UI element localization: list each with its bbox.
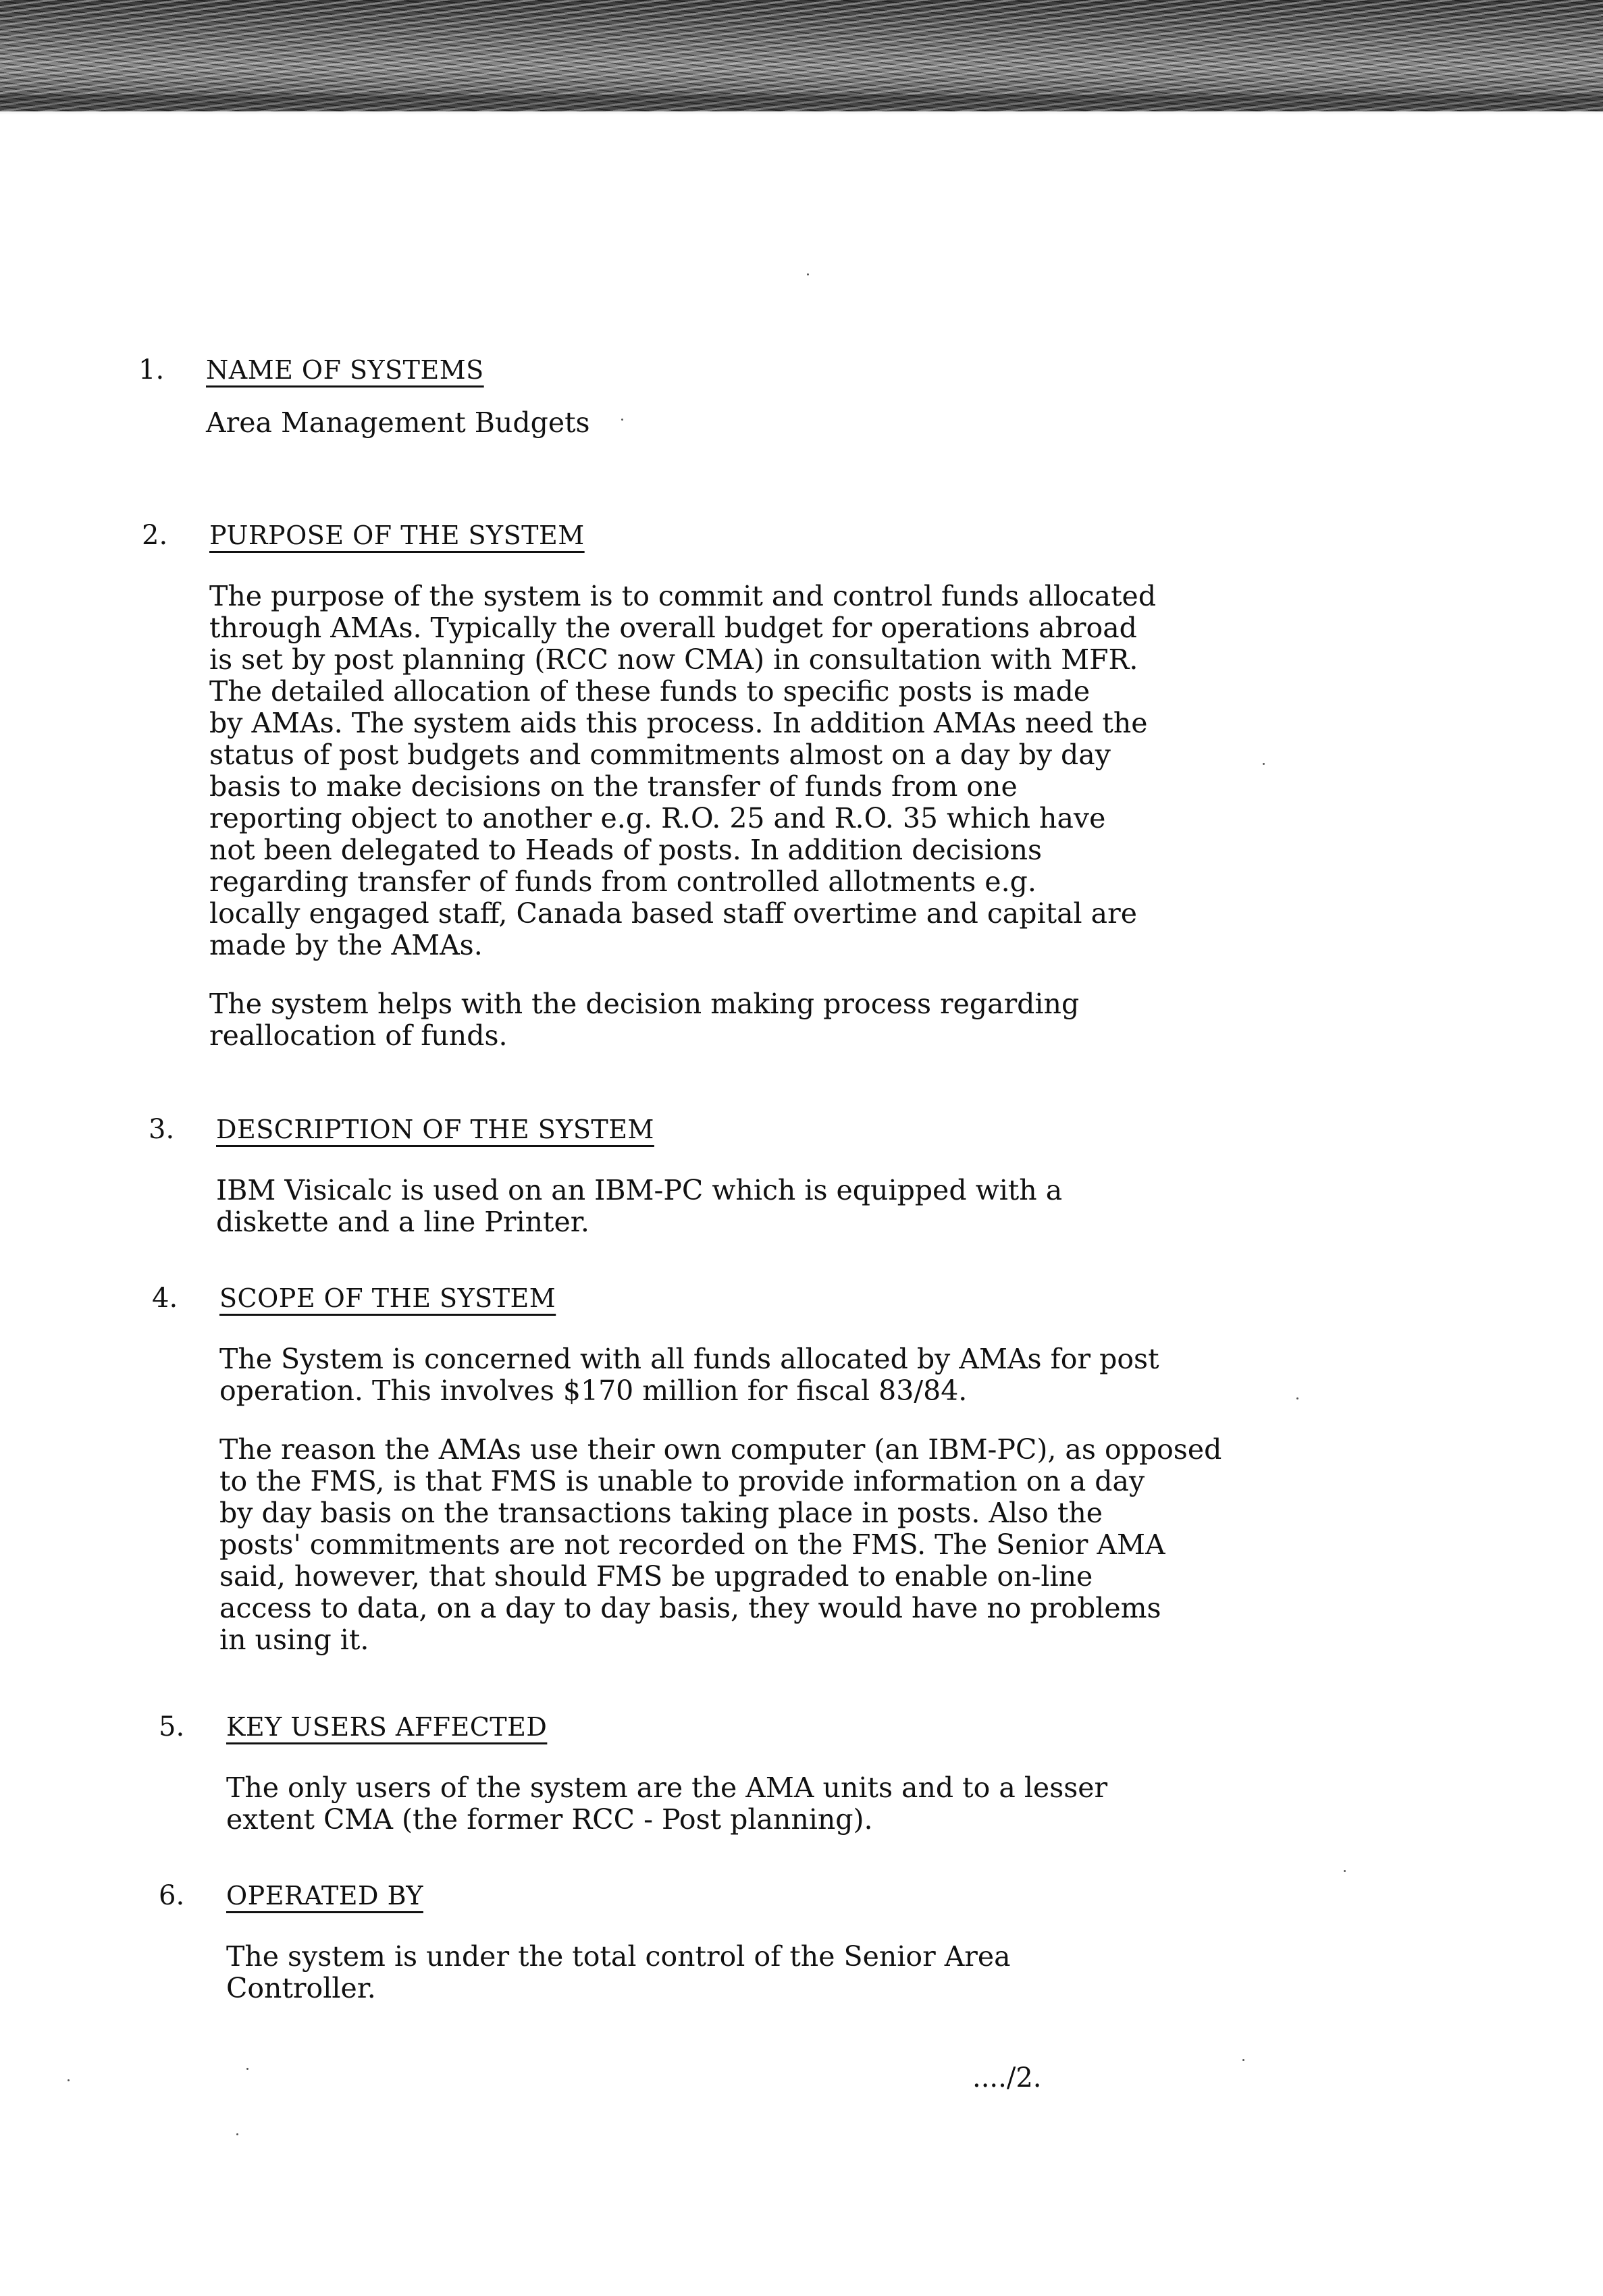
- paragraph: The system helps with the decision making process regarding reallocation of funds.: [209, 988, 1080, 1052]
- section-number: 2.: [142, 520, 168, 551]
- section-heading: [142, 520, 1290, 560]
- section-operated-by: [159, 1880, 1307, 2004]
- section-number: 5.: [159, 1711, 185, 1742]
- section-title: KEY USERS AFFECTED: [226, 1712, 548, 1742]
- section-number: 4.: [152, 1283, 178, 1314]
- paragraph: The purpose of the system is to commit and control funds allocated through AMAs. Typically the overall budget for operations abroad is set by post planning (RCC now CMA) in consultation with MFR. The detailed allocation of these funds to specific posts is made by AMAs. The system aids this process. In addition AMAs need the status of post budgets and commitments almost on a day by day basis to make decisions on the transfer of funds from one reporting object to another e.g. R.O. 25 and R.O. 35 which have not been delegated to Heads of posts. In addition decisions regarding transfer of funds from controlled allotments e.g. locally engaged staff, Canada based staff overtime and capital are made by the AMAs.: [209, 580, 1157, 961]
- section-heading: [149, 1114, 1296, 1154]
- scan-speck: [1344, 1870, 1346, 1872]
- section-name-of-systems: [138, 354, 1286, 439]
- scan-shadow: [0, 95, 1603, 115]
- scan-speck: [1263, 763, 1265, 765]
- scan-speck: [1242, 2059, 1244, 2061]
- section-heading: [138, 354, 1286, 395]
- page-continuation: ..../2.: [972, 2062, 1042, 2093]
- scan-speck: [807, 273, 809, 275]
- section-heading: [159, 1880, 1307, 1921]
- section-title: DESCRIPTION OF THE SYSTEM: [216, 1115, 654, 1144]
- section-heading: [152, 1283, 1300, 1323]
- section-title: NAME OF SYSTEMS: [206, 355, 484, 385]
- section-heading: [159, 1711, 1307, 1752]
- paragraph: Area Management Budgets: [206, 406, 590, 439]
- scan-speck: [621, 419, 623, 421]
- section-description: [149, 1114, 1296, 1238]
- section-number: 3.: [149, 1114, 175, 1145]
- section-number: 6.: [159, 1880, 185, 1911]
- section-title: SCOPE OF THE SYSTEM: [219, 1283, 556, 1313]
- paragraph: The reason the AMAs use their own computer (an IBM-PC), as opposed to the FMS, is that FMS is unable to provide information on a day by day basis on the transactions taking place in posts. Also the posts' commitments are not recorded on the FMS. The Senior AMA said, however, that should FMS be upgraded to enable on-line access to data, on a day to day basis, they would have no problems in using it.: [219, 1433, 1222, 1656]
- section-title: PURPOSE OF THE SYSTEM: [209, 520, 585, 550]
- section-scope: [152, 1283, 1300, 1656]
- section-number: 1.: [138, 354, 165, 385]
- paragraph: IBM Visicalc is used on an IBM-PC which is equipped with a diskette and a line Printer.: [216, 1174, 1063, 1238]
- paragraph: The only users of the system are the AMA units and to a lesser extent CMA (the former RCC - Post planning).: [226, 1771, 1108, 1836]
- paragraph: The system is under the total control of the Senior Area Controller.: [226, 1940, 1011, 2004]
- paragraph: The System is concerned with all funds allocated by AMAs for post operation. This involves $170 million for fiscal 83/84.: [219, 1343, 1159, 1407]
- section-purpose: [142, 520, 1290, 1052]
- scan-speck: [236, 2133, 238, 2135]
- scan-speck: [68, 2079, 70, 2081]
- scan-speck: [246, 2068, 248, 2070]
- section-key-users: [159, 1711, 1307, 1836]
- section-title: OPERATED BY: [226, 1881, 423, 1911]
- scan-speck: [1296, 1397, 1298, 1399]
